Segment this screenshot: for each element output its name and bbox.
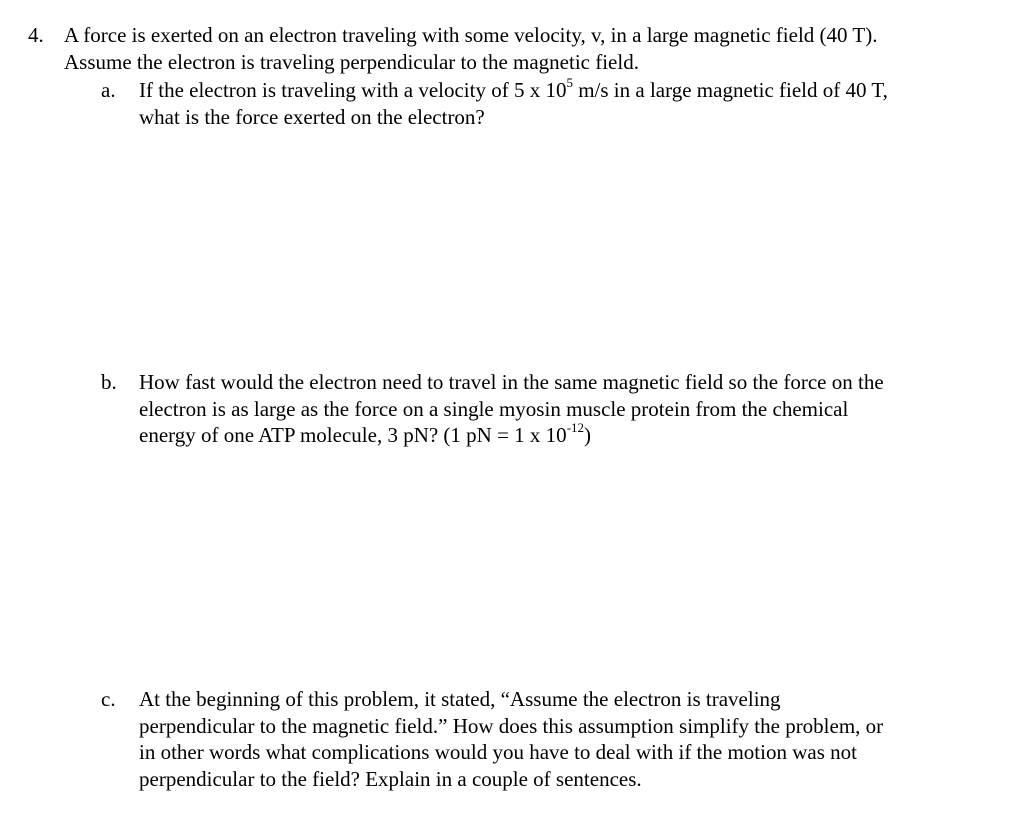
part-c-text [139, 686, 969, 792]
part-c-letter: c. [101, 687, 116, 711]
part-b-text [139, 369, 969, 449]
question-number: 4. [28, 23, 44, 47]
part-c-line-4: perpendicular to the field? Explain in a couple of sentences. [139, 766, 642, 791]
part-c-line-2: perpendicular to the magnetic field.” How does this assumption simplify the problem, or [139, 713, 884, 738]
part-b-line-2: electron is as large as the force on a single myosin muscle protein from the chemical [139, 396, 849, 421]
question-prompt-line-1: A force is exerted on an electron traveling with some velocity, v, in a large magnetic field (40 T). [64, 23, 878, 47]
question-prompt-line-2: Assume the electron is traveling perpendicular to the magnetic field. [64, 49, 639, 74]
question-prompt [64, 22, 994, 75]
part-b-line-3-post: ) [584, 423, 592, 447]
part-a-line-1-post: m/s in a large magnetic field of 40 T, [572, 78, 888, 102]
part-a-exponent: 5 [566, 75, 573, 90]
part-a-line-2: what is the force exerted on the electron? [139, 104, 485, 129]
part-a-line-1-pre: If the electron is traveling with a velocity of 5 x 10 [139, 78, 567, 102]
part-b-line-3-pre: energy of one ATP molecule, 3 pN? (1 pN = 1 x 10 [139, 423, 567, 447]
part-b-line-3 [139, 422, 969, 449]
part-b-line-1: How fast would the electron need to travel in the same magnetic field so the force on the [139, 370, 884, 394]
part-a-line-1 [139, 77, 969, 104]
part-c-line-1: At the beginning of this problem, it stated, “Assume the electron is traveling [139, 687, 781, 711]
part-b-exponent: -12 [566, 420, 585, 435]
part-a-letter: a. [101, 78, 116, 102]
part-b-letter: b. [101, 370, 117, 394]
part-a-text [139, 77, 969, 130]
part-c-line-3: in other words what complications would you have to deal with if the motion was not [139, 740, 857, 764]
